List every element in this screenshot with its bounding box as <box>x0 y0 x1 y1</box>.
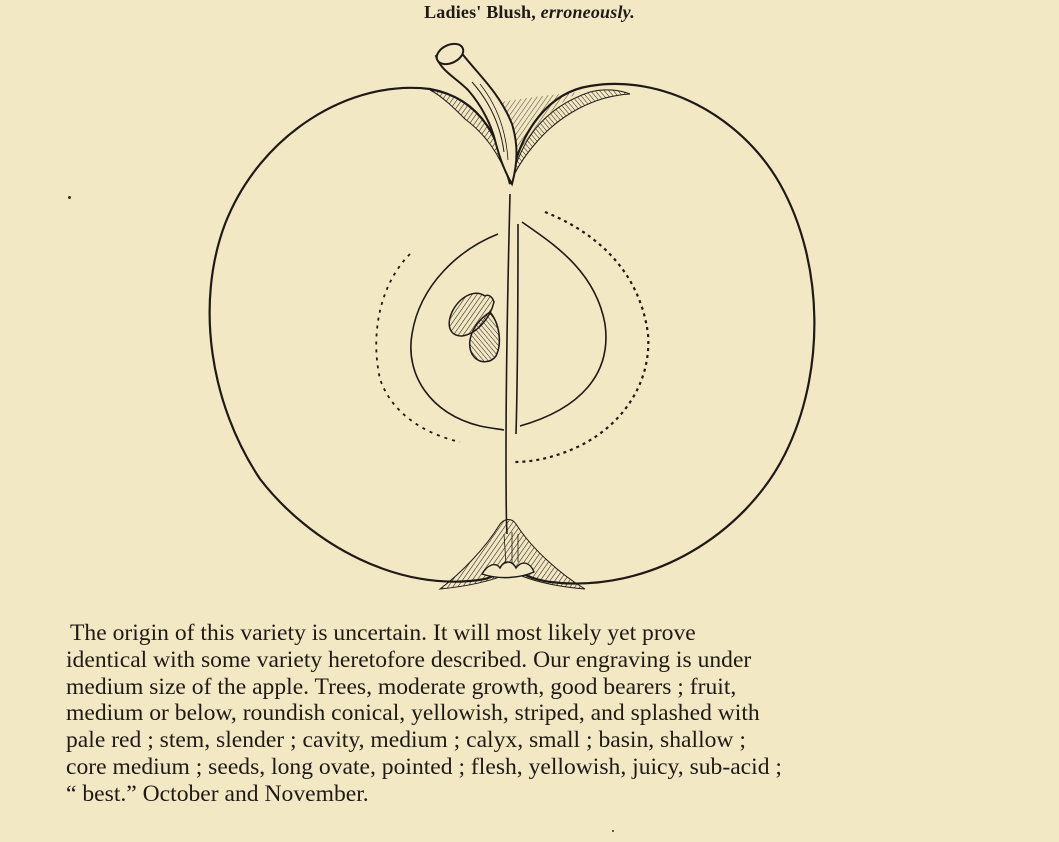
core-line <box>506 194 510 534</box>
calyx-basin <box>440 520 585 590</box>
speck-bottom <box>612 830 614 832</box>
description-line: The origin of this variety is uncertain. It will most likely yet prove <box>70 620 696 646</box>
core-chamber-right <box>520 222 606 426</box>
description-line: medium size of the apple. Trees, moderate growth, good bearers ; fruit, <box>66 673 737 700</box>
apple-engraving <box>200 34 840 604</box>
variety-description <box>66 620 986 808</box>
dashed-line-left <box>376 254 460 442</box>
variety-name: Ladies' Blush, <box>424 2 536 22</box>
description-line: pale red ; stem, slender ; cavity, medium ; calyx, small ; basin, shallow ; <box>66 727 746 754</box>
caption-qualifier: erroneously. <box>540 2 635 22</box>
description-line: identical with some variety heretofore described. Our engraving is under <box>66 646 752 673</box>
speck-left <box>68 196 71 199</box>
description-line: “ best.” October and November. <box>66 780 369 807</box>
figure-caption <box>0 2 1059 23</box>
dashed-line-right <box>515 212 648 462</box>
description-line: core medium ; seeds, long ovate, pointed ; flesh, yellowish, juicy, sub-acid ; <box>66 753 782 780</box>
description-line: medium or below, roundish conical, yellowish, striped, and splashed with <box>66 700 760 727</box>
